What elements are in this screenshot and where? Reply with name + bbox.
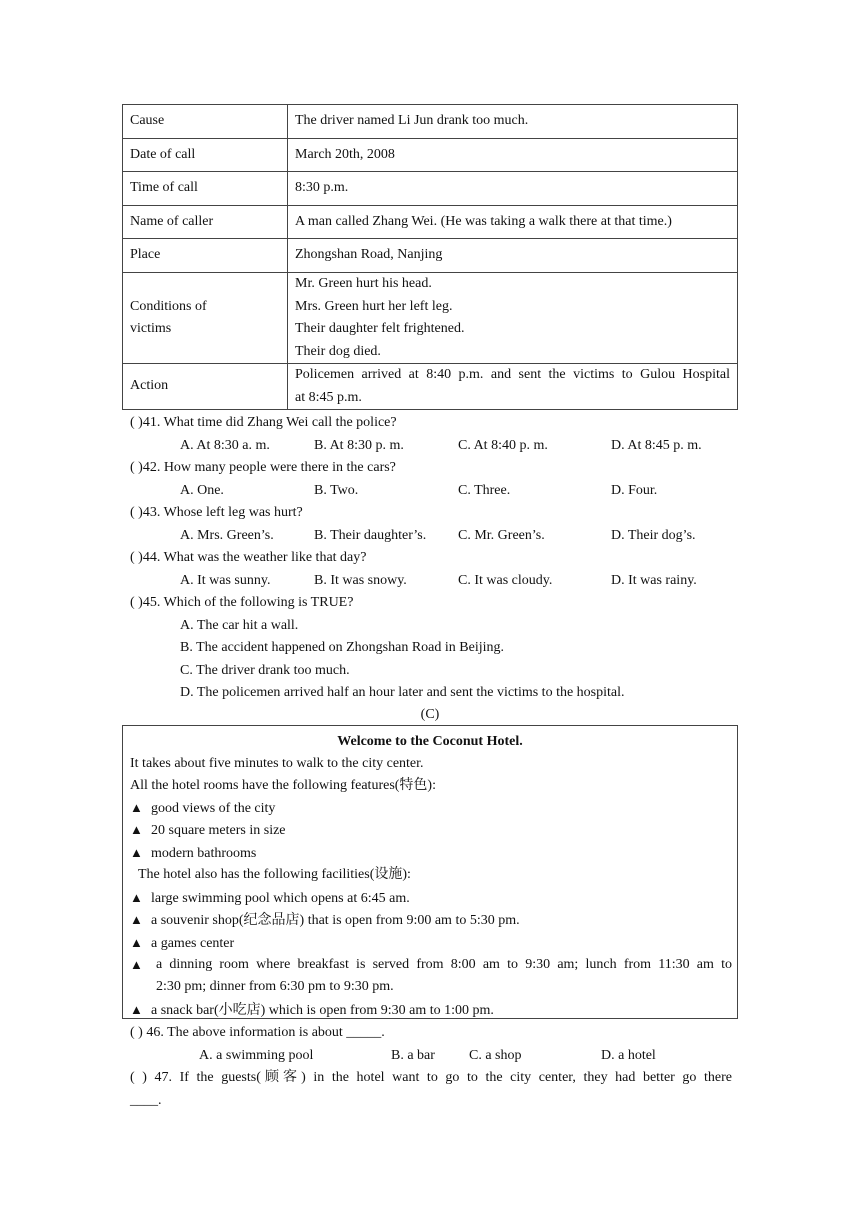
option-41-d: D. At 8:45 p. m.: [611, 438, 702, 453]
row-key: Time of call: [123, 172, 288, 206]
feature-item: [130, 797, 275, 821]
table-row: [123, 105, 738, 139]
table-row: [123, 239, 738, 273]
feature-item: [130, 842, 256, 866]
question-46-stem: ( ) 46. The above information is about _____.: [130, 1025, 385, 1040]
option-45-a: A. The car hit a wall.: [180, 618, 299, 633]
row-value: The driver named Li Jun drank too much.: [288, 105, 738, 139]
facility-item: [130, 909, 520, 933]
option-46-c: C. a shop: [469, 1048, 522, 1063]
option-45-c: C. The driver drank too much.: [180, 663, 350, 678]
row-value: 8:30 p.m.: [288, 172, 738, 206]
accident-report-table: [122, 104, 738, 410]
option-43-c: C. Mr. Green’s.: [458, 528, 545, 543]
row-key: Cause: [123, 105, 288, 139]
question-45-stem: ( )45. Which of the following is TRUE?: [130, 595, 354, 610]
option-42-b: B. Two.: [314, 483, 359, 498]
facility-text: large swimming pool which opens at 6:45 am.: [151, 891, 410, 906]
facility-item: [130, 932, 234, 956]
option-44-d: D. It was rainy.: [611, 573, 697, 588]
facility-item: [130, 887, 410, 911]
table-row: [123, 206, 738, 239]
triangle-bullet-icon: ▲: [130, 912, 143, 927]
question-42-stem: ( )42. How many people were there in the cars?: [130, 460, 396, 475]
facility-text: a snack bar(小吃店) which is open from 9:30 am to 1:00 pm.: [151, 1003, 494, 1018]
option-43-d: D. Their dog’s.: [611, 528, 696, 543]
hotel-line: It takes about five minutes to walk to the city center.: [130, 756, 424, 771]
option-43-a: A. Mrs. Green’s.: [180, 528, 274, 543]
option-41-a: A. At 8:30 a. m.: [180, 438, 270, 453]
facility-item: [130, 999, 494, 1023]
triangle-bullet-icon: ▲: [130, 800, 143, 815]
victims-key-line: victims: [130, 321, 172, 336]
row-key: Action: [123, 364, 288, 410]
hotel-line: The hotel also has the following facilities(设施):: [138, 867, 411, 882]
feature-item: [130, 819, 286, 843]
row-key: Date of call: [123, 139, 288, 172]
triangle-bullet-icon: ▲: [130, 845, 143, 860]
option-41-c: C. At 8:40 p. m.: [458, 438, 548, 453]
question-43-stem: ( )43. Whose left leg was hurt?: [130, 505, 303, 520]
hotel-info-box: [122, 725, 738, 1019]
question-47-blank: ____.: [130, 1093, 162, 1108]
triangle-bullet-icon: ▲: [130, 890, 143, 905]
option-44-a: A. It was sunny.: [180, 573, 271, 588]
option-45-b: B. The accident happened on Zhongshan Road in Beijing.: [180, 640, 505, 655]
option-44-b: B. It was snowy.: [314, 573, 407, 588]
option-45-d: D. The policemen arrived half an hour later and sent the victims to the hospital.: [180, 685, 625, 700]
option-46-a: A. a swimming pool: [199, 1048, 314, 1063]
facility-text: a souvenir shop(纪念品店) that is open from 9:00 am to 5:30 pm.: [151, 913, 520, 928]
facility-text: a games center: [151, 936, 235, 951]
question-44-stem: ( )44. What was the weather like that day?: [130, 550, 367, 565]
victims-key-line: Conditions of: [130, 298, 207, 314]
triangle-bullet-icon: ▲: [130, 935, 143, 950]
table-row: [123, 172, 738, 206]
victim-condition: Their dog died.: [295, 343, 381, 359]
feature-text: 20 square meters in size: [151, 823, 286, 838]
victim-condition: Their daughter felt frightened.: [295, 321, 465, 336]
option-42-a: A. One.: [180, 483, 224, 498]
row-value: Zhongshan Road, Nanjing: [288, 239, 738, 273]
table-row-action: [123, 364, 738, 410]
facility-text: a dinning room where breakfast is served from 8:00 am to 9:30 am; lunch from 11:30 am to: [156, 957, 732, 972]
row-key: Name of caller: [123, 206, 288, 239]
triangle-bullet-icon: ▲: [130, 957, 143, 972]
feature-text: modern bathrooms: [151, 846, 257, 861]
option-44-c: C. It was cloudy.: [458, 573, 553, 588]
row-value: March 20th, 2008: [288, 139, 738, 172]
facility-text: 2:30 pm; dinner from 6:30 pm to 9:30 pm.: [156, 979, 394, 994]
triangle-bullet-icon: ▲: [130, 1002, 143, 1017]
facility-item: [130, 954, 144, 978]
row-key: Place: [123, 239, 288, 273]
action-line: at 8:45 p.m.: [295, 389, 362, 405]
question-47-stem: ( ) 47. If the guests(顾客) in the hotel want to go to the city center, they had better go there: [130, 1070, 732, 1085]
option-42-c: C. Three.: [458, 483, 511, 498]
victim-condition: Mrs. Green hurt her left leg.: [295, 298, 453, 314]
victim-condition: Mr. Green hurt his head.: [295, 276, 432, 291]
feature-text: good views of the city: [151, 801, 276, 816]
option-42-d: D. Four.: [611, 483, 658, 498]
row-value: A man called Zhang Wei. (He was taking a walk there at that time.): [288, 206, 738, 239]
hotel-line: All the hotel rooms have the following features(特色):: [130, 778, 436, 793]
option-46-b: B. a bar: [391, 1048, 435, 1063]
triangle-bullet-icon: ▲: [130, 822, 143, 837]
option-46-d: D. a hotel: [601, 1048, 656, 1063]
option-41-b: B. At 8:30 p. m.: [314, 438, 404, 453]
action-line: Policemen arrived at 8:40 p.m. and sent the victims to Gulou Hospital: [295, 367, 730, 382]
question-41-stem: ( )41. What time did Zhang Wei call the police?: [130, 415, 397, 430]
table-row: [123, 139, 738, 172]
row-value: [288, 364, 738, 410]
section-label: (C): [420, 707, 440, 722]
option-43-b: B. Their daughter’s.: [314, 528, 427, 543]
row-key: [123, 273, 288, 364]
row-value: [288, 273, 738, 364]
table-row-victims: [123, 273, 738, 364]
hotel-title: Welcome to the Coconut Hotel.: [337, 734, 523, 749]
